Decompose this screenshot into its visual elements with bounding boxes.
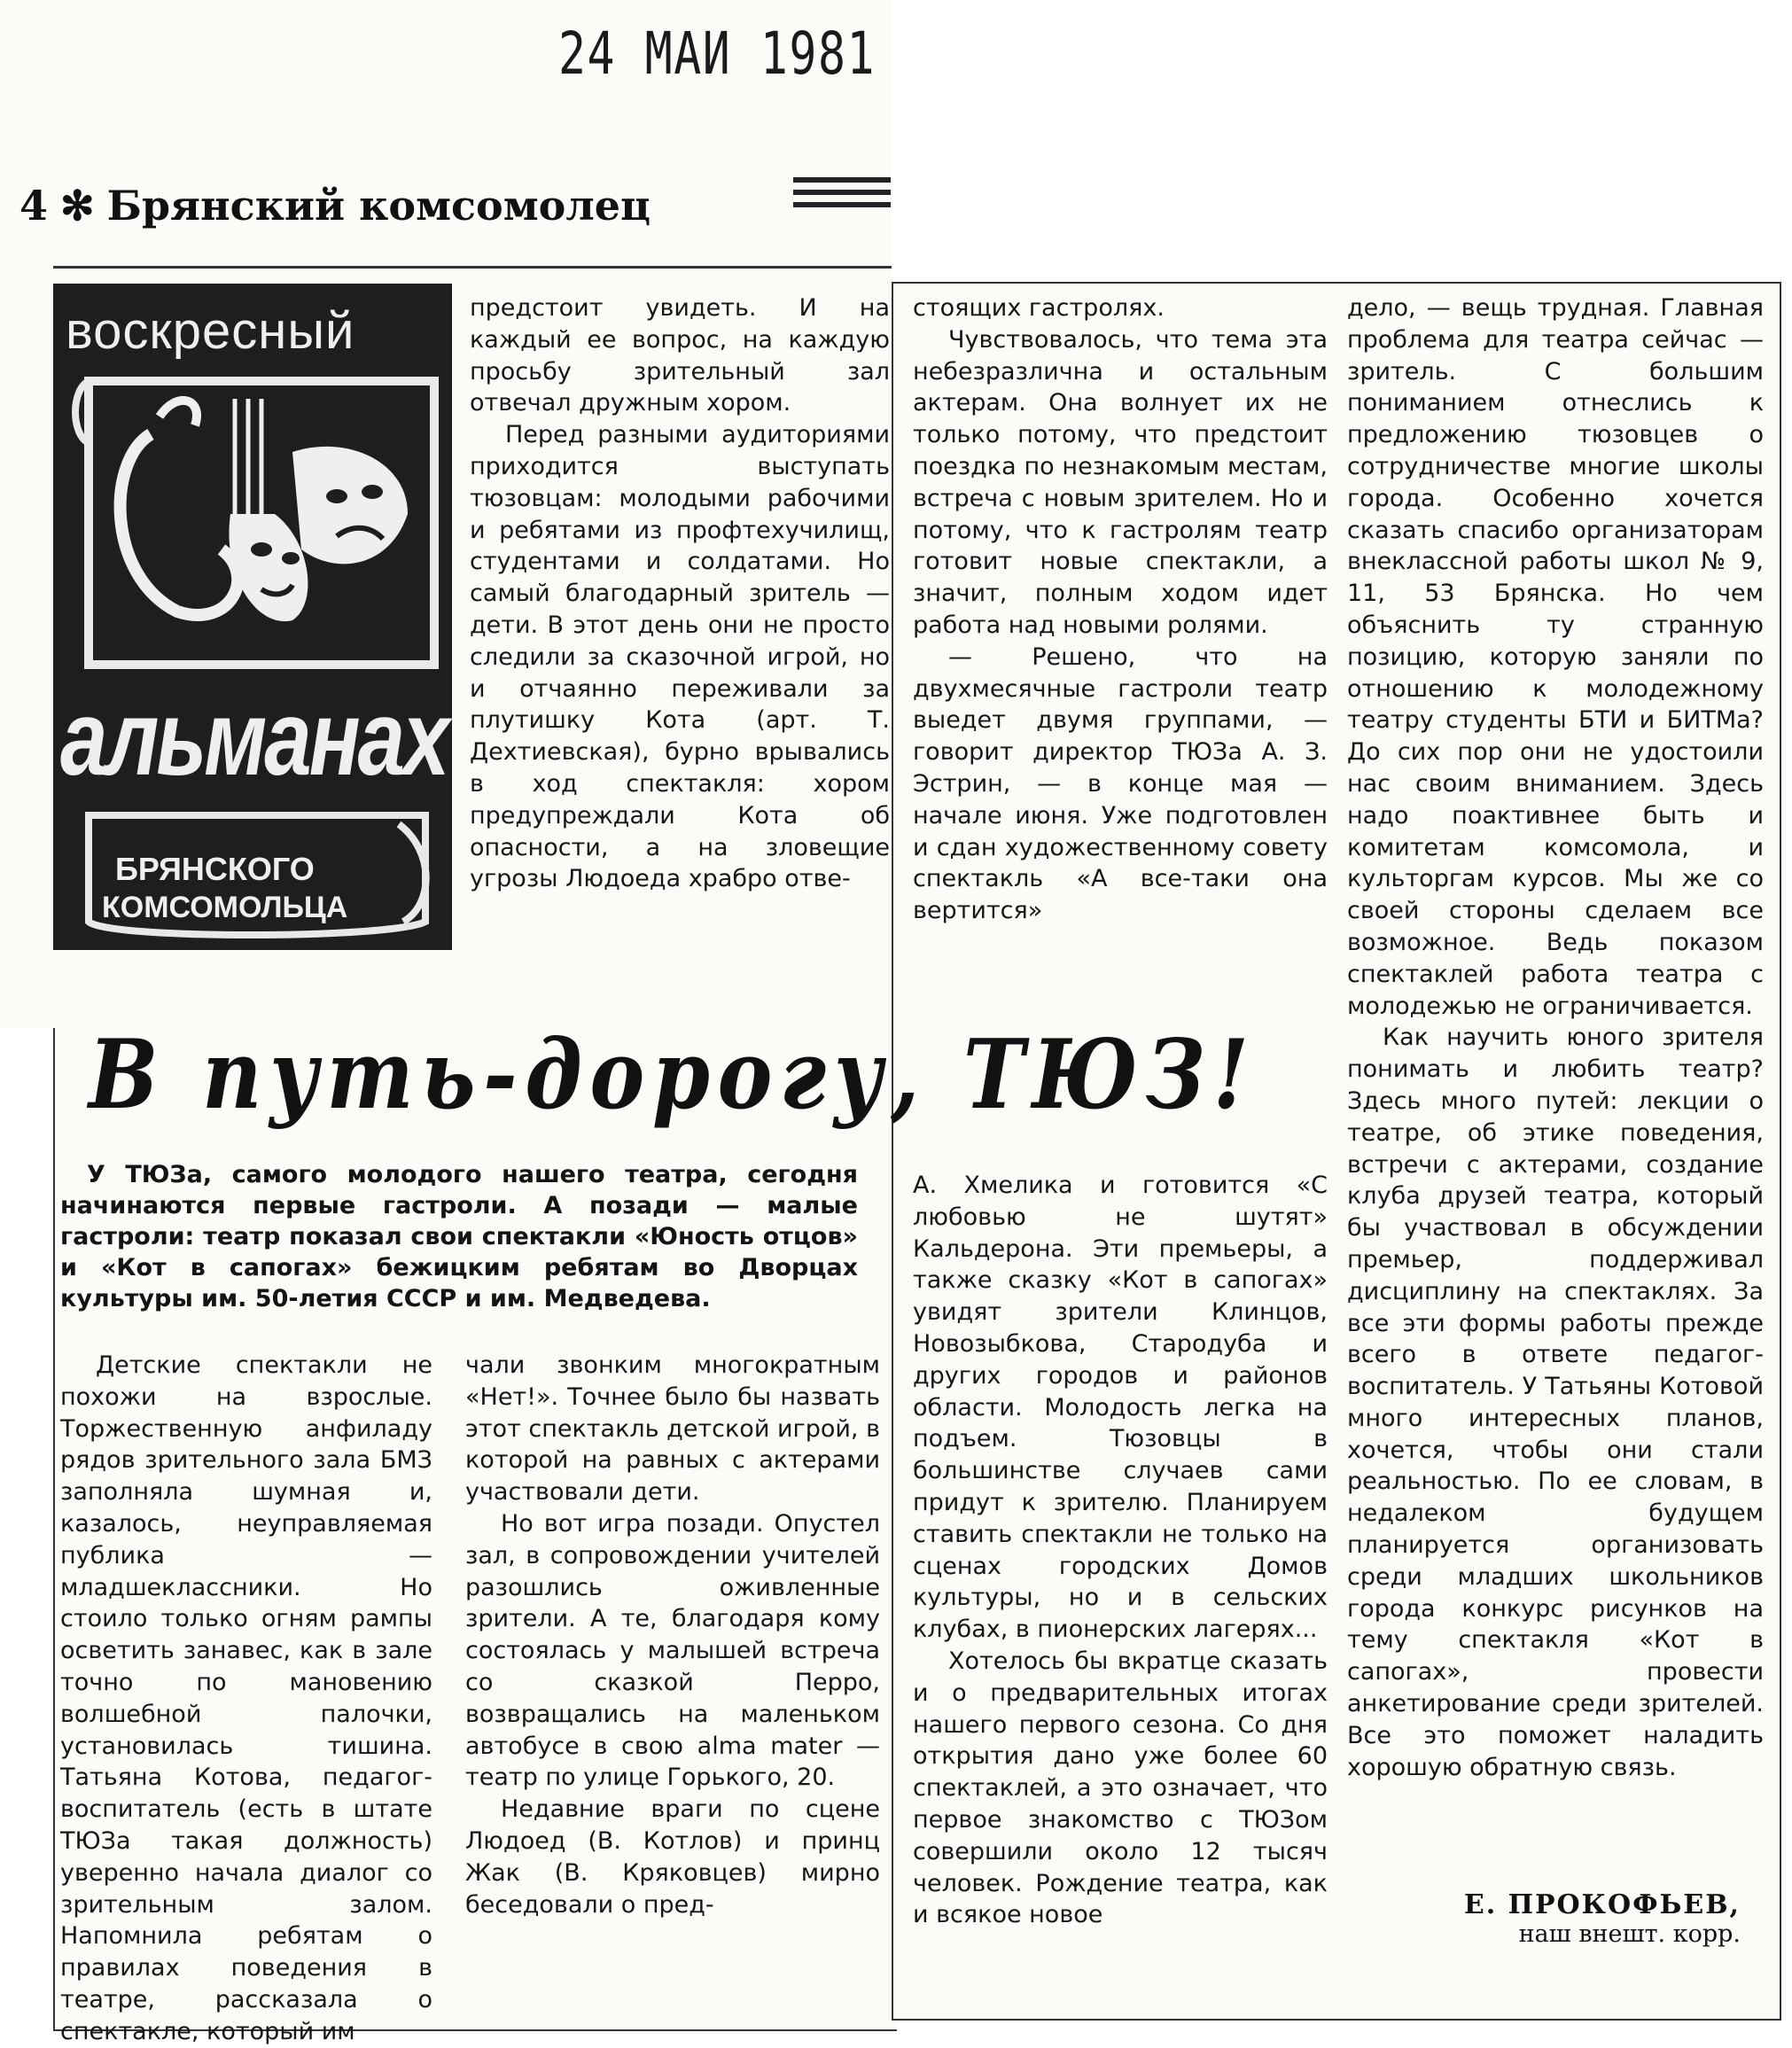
header-divider <box>53 266 892 269</box>
paragraph: Хотелось бы вкратце сказать и о предварительных итогах нашего первого сезона. Со дня открытия дано уже более 60 спектаклей, а это означает, что первое знакомство с ТЮЗом совершили около 12 тысяч человек. Рождение театра, как и всякое новое <box>913 1647 1328 1929</box>
theatre-masks-icon <box>229 447 408 621</box>
paragraph: Как научить юного зрителя понимать и любить театр? Здесь много путей: лекции о театре, об этике поведения, встречи с актерами, создание клуба друзей театра, который бы участвовал в обсуждении премьер, поддерживал дисциплину на спектаклях. За все эти формы работы прежде всего в ответе педагог-воспитатель. У Татьяны Котовой много интересных планов, хочется, чтобы они стали реальностью. По ее словам, в недалеком будущем планируется организовать среди младших школьников города конкурс рисунков на тему спектакля «Кот в сапогах», провести анкетирование среди зрителей. Все это поможет наладить хорошую обратную связь. <box>1347 1024 1764 1781</box>
paragraph: дело, — вещь трудная. Главная проблема для театра сейчас — зритель. С большим пониманием отнеслись к предложению тюзовцев о сотрудничестве многие школы города. Особенно хочется сказать спасибо организаторам внеклассной работы школ № 9, 11, 53 Брянска. Но чем объяснить ту странную позицию, которую заняли по отношению к молодежному театру студенты БТИ и БИТМа? До сих пор они не удостоили нас своим вниманием. Здесь надо поактивнее быть и комитетам комсомола, и культоргам курсов. Мы же со своей стороны сделаем все возможное. Ведь показом спектаклей работа театра с молодежью не ограничивается. <box>1347 294 1764 1020</box>
column-right-2 <box>1347 292 1764 1783</box>
paragraph: стоящих гастролях. <box>913 294 1165 322</box>
paragraph: Перед разными аудиториями приходится выступать тюзовцам: молодыми рабочими и ребятами из профтехучилищ, студентами и солдатами. Но самый благодарный зритель — дети. В этот день они не просто следили за сказочной игрой, но и отчаянно переживали за плутишку Кота (арт. Т. Дехтиевская), бурно врывались в ход спектакля: хором предупреждали Кота об опасности, а на зловещие угрозы Людоеда храбро отве- <box>470 421 890 893</box>
column-bottom-middle <box>465 1350 880 1920</box>
paragraph: Чувствовалось, что тема эта небезразлична и остальным актерам. Она волнует их не только потому, что предстоит поездка по незнакомым местам, встреча с новым зрителем. Но и потому, что к гастролям театр готовит новые спектакли, а значит, полным ходом идет работа над новыми ролями. <box>913 325 1328 639</box>
article-lead <box>60 1159 858 1314</box>
article-headline: В путь-дорогу, ТЮЗ! <box>89 1019 1257 1131</box>
almanac-logo <box>53 284 452 950</box>
logo-bottom-text-2: КОМСОМОЛЬЦА <box>102 891 348 924</box>
newspaper-title: Брянский комсомолец <box>106 182 651 230</box>
paragraph: А. Хмелика и готовится «С любовью не шутят» Кальдерона. Эти премьеры, а также сказку «Кот в сапогах» увидят зрители Клинцов, Новозыбкова, Стародуба и других городов и районов области. Молодость легка на подъем. Тюзовцы в большинстве случаев сами придут к зрителю. Планируем ставить спектакли не только на сценах городских Домов культуры, но и в сельских клубах, в пионерских лагерях... <box>913 1172 1328 1644</box>
author-signature <box>1464 1889 1741 1948</box>
paragraph: Недавние враги по сцене Людоед (В. Котлов) и принц Жак (В. Кряковцев) мирно беседовали о пред- <box>465 1795 880 1919</box>
author-name: Е. ПРОКОФЬЕВ, <box>1463 1889 1741 1920</box>
column-top-middle <box>470 292 890 895</box>
lead-paragraph: У ТЮЗа, самого молодого нашего театра, сегодня начинаются первые гастроли. А позади — малые гастроли: театр показал свои спектакли «Юность отцов» и «Кот в сапогах» бежицким ребятам во Дворцах культуры им. 50-летия СССР и им. Медведева. <box>60 1161 858 1312</box>
paragraph: Но вот игра позади. Опустел зал, в сопровождении учителей разошлись оживленные зрители. А те, благодаря кому состоялась у малышей встреча со сказкой Перро, возвращались на маленьком автобусе в свою alma mater — театр по улице Горького, 20. <box>465 1509 880 1792</box>
author-role: наш внешт. корр. <box>1518 1920 1741 1948</box>
logo-middle-text: альманах <box>60 679 448 798</box>
date-stamp: 24 МАИ 1981 <box>558 19 877 88</box>
column-right-1-top <box>913 292 1328 927</box>
masthead-rules <box>793 177 891 229</box>
logo-bottom-text-1: БРЯНСКОГО <box>115 851 315 887</box>
paragraph: Детские спектакли не похожи на взрослые. Торжественную анфиладу рядов зрительного зала БМЗ заполняла шумная и, казалось, неуправляемая публика — младшеклассники. Но стоило только огням рампы осветить занавес, как в зале точно по мановению волшебной палочки, установилась тишина. Татьяна Котова, педагог-воспитатель (есть в штате ТЮЗа такая должность) уверенно начала диалог со зрительным залом. Напомнила ребятам о правилах поведения в театре, рассказала о спектакле, который им <box>60 1351 432 2045</box>
logo-top-text: воскресный <box>66 302 355 360</box>
paragraph: предстоит увидеть. И на каждый ее вопрос, на каждую просьбу зрительный зал отвечал дружным хором. <box>470 294 890 417</box>
ornament-icon: ✻ <box>60 182 95 230</box>
column-right-1-bottom <box>913 1170 1328 1931</box>
paragraph: чали звонким многократным «Нет!». Точнее было бы назвать этот спектакль детской игрой, в которой на равных с актерами участвовали дети. <box>465 1351 880 1507</box>
page-number: 4 <box>19 182 49 230</box>
column-bottom-left <box>60 1350 432 2048</box>
paragraph: — Решено, что на двухмесячные гастроли театр выедет двумя группами, — говорит директор ТЮЗа А. З. Эстрин, — в конце мая — начале июня. Уже подготовлен и сдан художественному совету спектакль «А все-таки она вертится» <box>913 642 1328 925</box>
newspaper-masthead <box>19 182 651 230</box>
